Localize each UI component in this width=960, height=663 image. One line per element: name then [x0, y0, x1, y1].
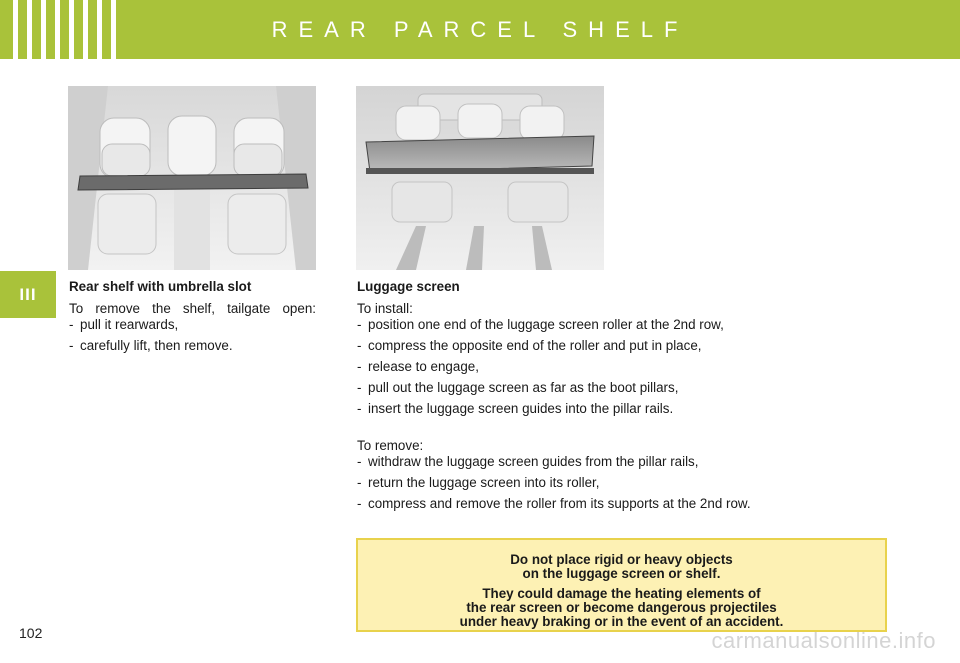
header-stripe [27, 0, 32, 59]
install-steps [357, 317, 857, 417]
list-item: - compress and remove the roller from its supports at the 2nd row. [357, 496, 857, 512]
header-stripe [111, 0, 116, 59]
list-item: - carefully lift, then remove. [69, 338, 316, 354]
warning-line [358, 553, 885, 581]
header-band [0, 0, 960, 59]
remove-label: To remove: [357, 438, 424, 453]
warning-line [358, 587, 885, 629]
luggage-screen-photo [356, 86, 604, 270]
header-stripe [41, 0, 46, 59]
header-stripe [97, 0, 102, 59]
rear-shelf-steps [69, 317, 316, 354]
page-number: 102 [19, 625, 43, 641]
section-intro: To remove the shelf, tailgate open: [69, 301, 316, 316]
list-item: - compress the opposite end of the roller and put in place, [357, 338, 857, 354]
warning-text: on the luggage screen or shelf. [522, 566, 721, 581]
header-stripe [13, 0, 18, 59]
remove-steps [357, 454, 857, 512]
list-item: - release to engage, [357, 359, 857, 375]
install-label: To install: [357, 301, 413, 316]
list-item: - pull out the luggage screen as far as the boot pillars, [357, 380, 857, 396]
list-item: - withdraw the luggage screen guides from the pillar rails, [357, 454, 857, 470]
page-title: REAR PARCEL SHELF [271, 17, 689, 42]
rear-shelf-photo [68, 86, 316, 270]
chapter-tab: III [0, 271, 56, 318]
warning-box [356, 538, 887, 632]
warning-text: Do not place rigid or heavy objects [510, 552, 733, 567]
list-item: - pull it rearwards, [69, 317, 316, 333]
warning-text: the rear screen or become dangerous projectiles [466, 600, 777, 615]
rear-shelf-section [69, 279, 316, 359]
warning-text: They could damage the heating elements of [482, 586, 761, 601]
header-stripe [83, 0, 88, 59]
section-heading: Rear shelf with umbrella slot [69, 279, 252, 294]
header-stripe [55, 0, 60, 59]
list-item: - insert the luggage screen guides into the pillar rails. [357, 401, 857, 417]
warning-text: under heavy braking or in the event of an accident. [459, 614, 784, 629]
list-item: - position one end of the luggage screen roller at the 2nd row, [357, 317, 857, 333]
luggage-screen-section [357, 279, 857, 517]
watermark: carmanualsonline.info [711, 628, 936, 653]
list-item: - return the luggage screen into its roller, [357, 475, 857, 491]
section-heading: Luggage screen [357, 279, 460, 294]
header-stripe [69, 0, 74, 59]
